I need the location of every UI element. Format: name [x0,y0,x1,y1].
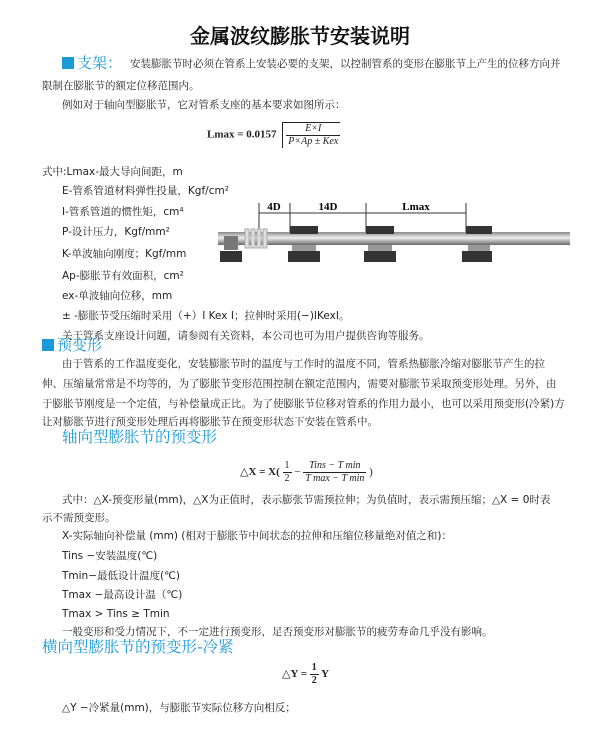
definition-line: Tmax −最高设计温（℃) [62,589,183,601]
support-base [220,251,242,262]
dimension-label-lmax: Lmax [402,201,430,213]
paragraph-line: 由于管系的工作温度变化，安装膨胀节时的温度与工作时的温度不同，管系热膨胀冷缩对膨胀节产生的拉 [62,358,545,370]
definition-line: △Y −冷紧量(mm)，与膨胀节实际位移方向相反； [62,702,296,714]
fixed-anchor [224,236,238,250]
page-title: 金属波纹膨胀节安装说明 [190,24,410,48]
section-heading-support: 支架： [62,54,122,72]
dimension-label-4d: 4D [267,201,281,213]
paragraph-line: 安装膨胀节时必须在管系上安装必要的支架，以控制管系的变形在膨胀节上产生的位移方向并 [130,58,561,70]
dimension-label-14d: 14D [318,201,338,213]
definition-line: Tins −安装温度(℃) [62,550,158,562]
paragraph-line: 让对膨胀节进行预变形处理后再将膨胀节在预变形状态下安装在管系中。 [42,416,378,428]
paragraph-line: 例如对于轴向型膨胀节，它对管系支座的基本要求如图所示： [62,99,346,111]
paragraph-line: 伸、压缩量常常是不均等的，为了膨胀节变形范围控制在额定范围内，需要对膨胀节采取预变形处理。另外，由 [42,378,557,390]
definition-line: 关于管系支座设计问题，请参阅有关资料，本公司也可为用户提供咨询等服务。 [62,330,430,342]
definition-line: Tmin−最低设计温度(℃) [62,570,180,582]
definition-line: I-管系管道的惯性矩，cm⁴ [62,206,184,218]
support-base [288,251,320,262]
section-heading-predeform: 预变形 [42,336,102,354]
guide-support [466,226,492,234]
paragraph-line: 式中：△X-预变形量(mm)，△X为正值时，表示膨张节需预拉伸；为负值时，表示需预压缩；△X = 0时表 [62,494,551,506]
delta-y-formula: △Y = $\frac{1}{2}$ Y [282,662,330,686]
definition-line: P-设计压力，Kgf/mm² [62,226,170,238]
guide-support [366,226,394,234]
definition-line: Ap-膨胀节有效面积，cm² [62,270,184,282]
paragraph-line: 于膨胀节刚度是一个定值，与补偿量成正比。为了使膨胀节位移对管系的作用力最小，也可以采用预变形(冷紧)方 [42,398,565,410]
lmax-formula: Lmax = 0.0157 $\frac{E\times I}{\text{P×Ap ± Kex}}$ [207,123,339,147]
definition-line: ex-单波轴向位移，mm [62,290,173,302]
paragraph-line: 一般变形和受力情况下，不一定进行预变形，足否预变形对膨胀节的疲劳寿命几乎没有影响。 [62,626,493,638]
definition-line: Tmax > Tins ≥ Tmin [62,608,170,620]
pipe-support-diagram [0,0,600,300]
subsection-heading-axial: 轴向型膨胀节的预变形 [62,428,218,446]
paragraph-line: 限制在膨胀节的额定位移范围内。 [42,80,200,92]
subsection-heading-lateral: 横向型膨胀节的预变形-冷紧 [42,638,234,656]
paragraph-line: 示不需预变形。 [42,512,116,524]
delta-x-formula: △X = X( $\frac{1}{2}$ − $\frac{\text{Tins − T min}}{\text{T max − T min}}$ ) [240,460,373,484]
support-base [364,251,396,262]
definition-line: ± -膨胀节受压缩时采用（+）I Kex I；拉伸时采用(−)IKexI。 [62,310,350,322]
definition-line: E-管系管道材料弹性投量，Kgf/cm² [62,185,229,197]
square-bullet-icon [42,339,54,351]
definition-line: 式中:Lmax-最大导向间距，m [42,166,183,178]
support-base [462,251,492,262]
guide-support [290,226,318,234]
definition-line: X-实际轴向补偿量 (mm) (相对于膨胀节中间状态的拉伸和压缩位移量绝对值之和)： [62,530,452,542]
definition-line: K-单波轴向刚度；Kgf/mm [62,248,187,260]
